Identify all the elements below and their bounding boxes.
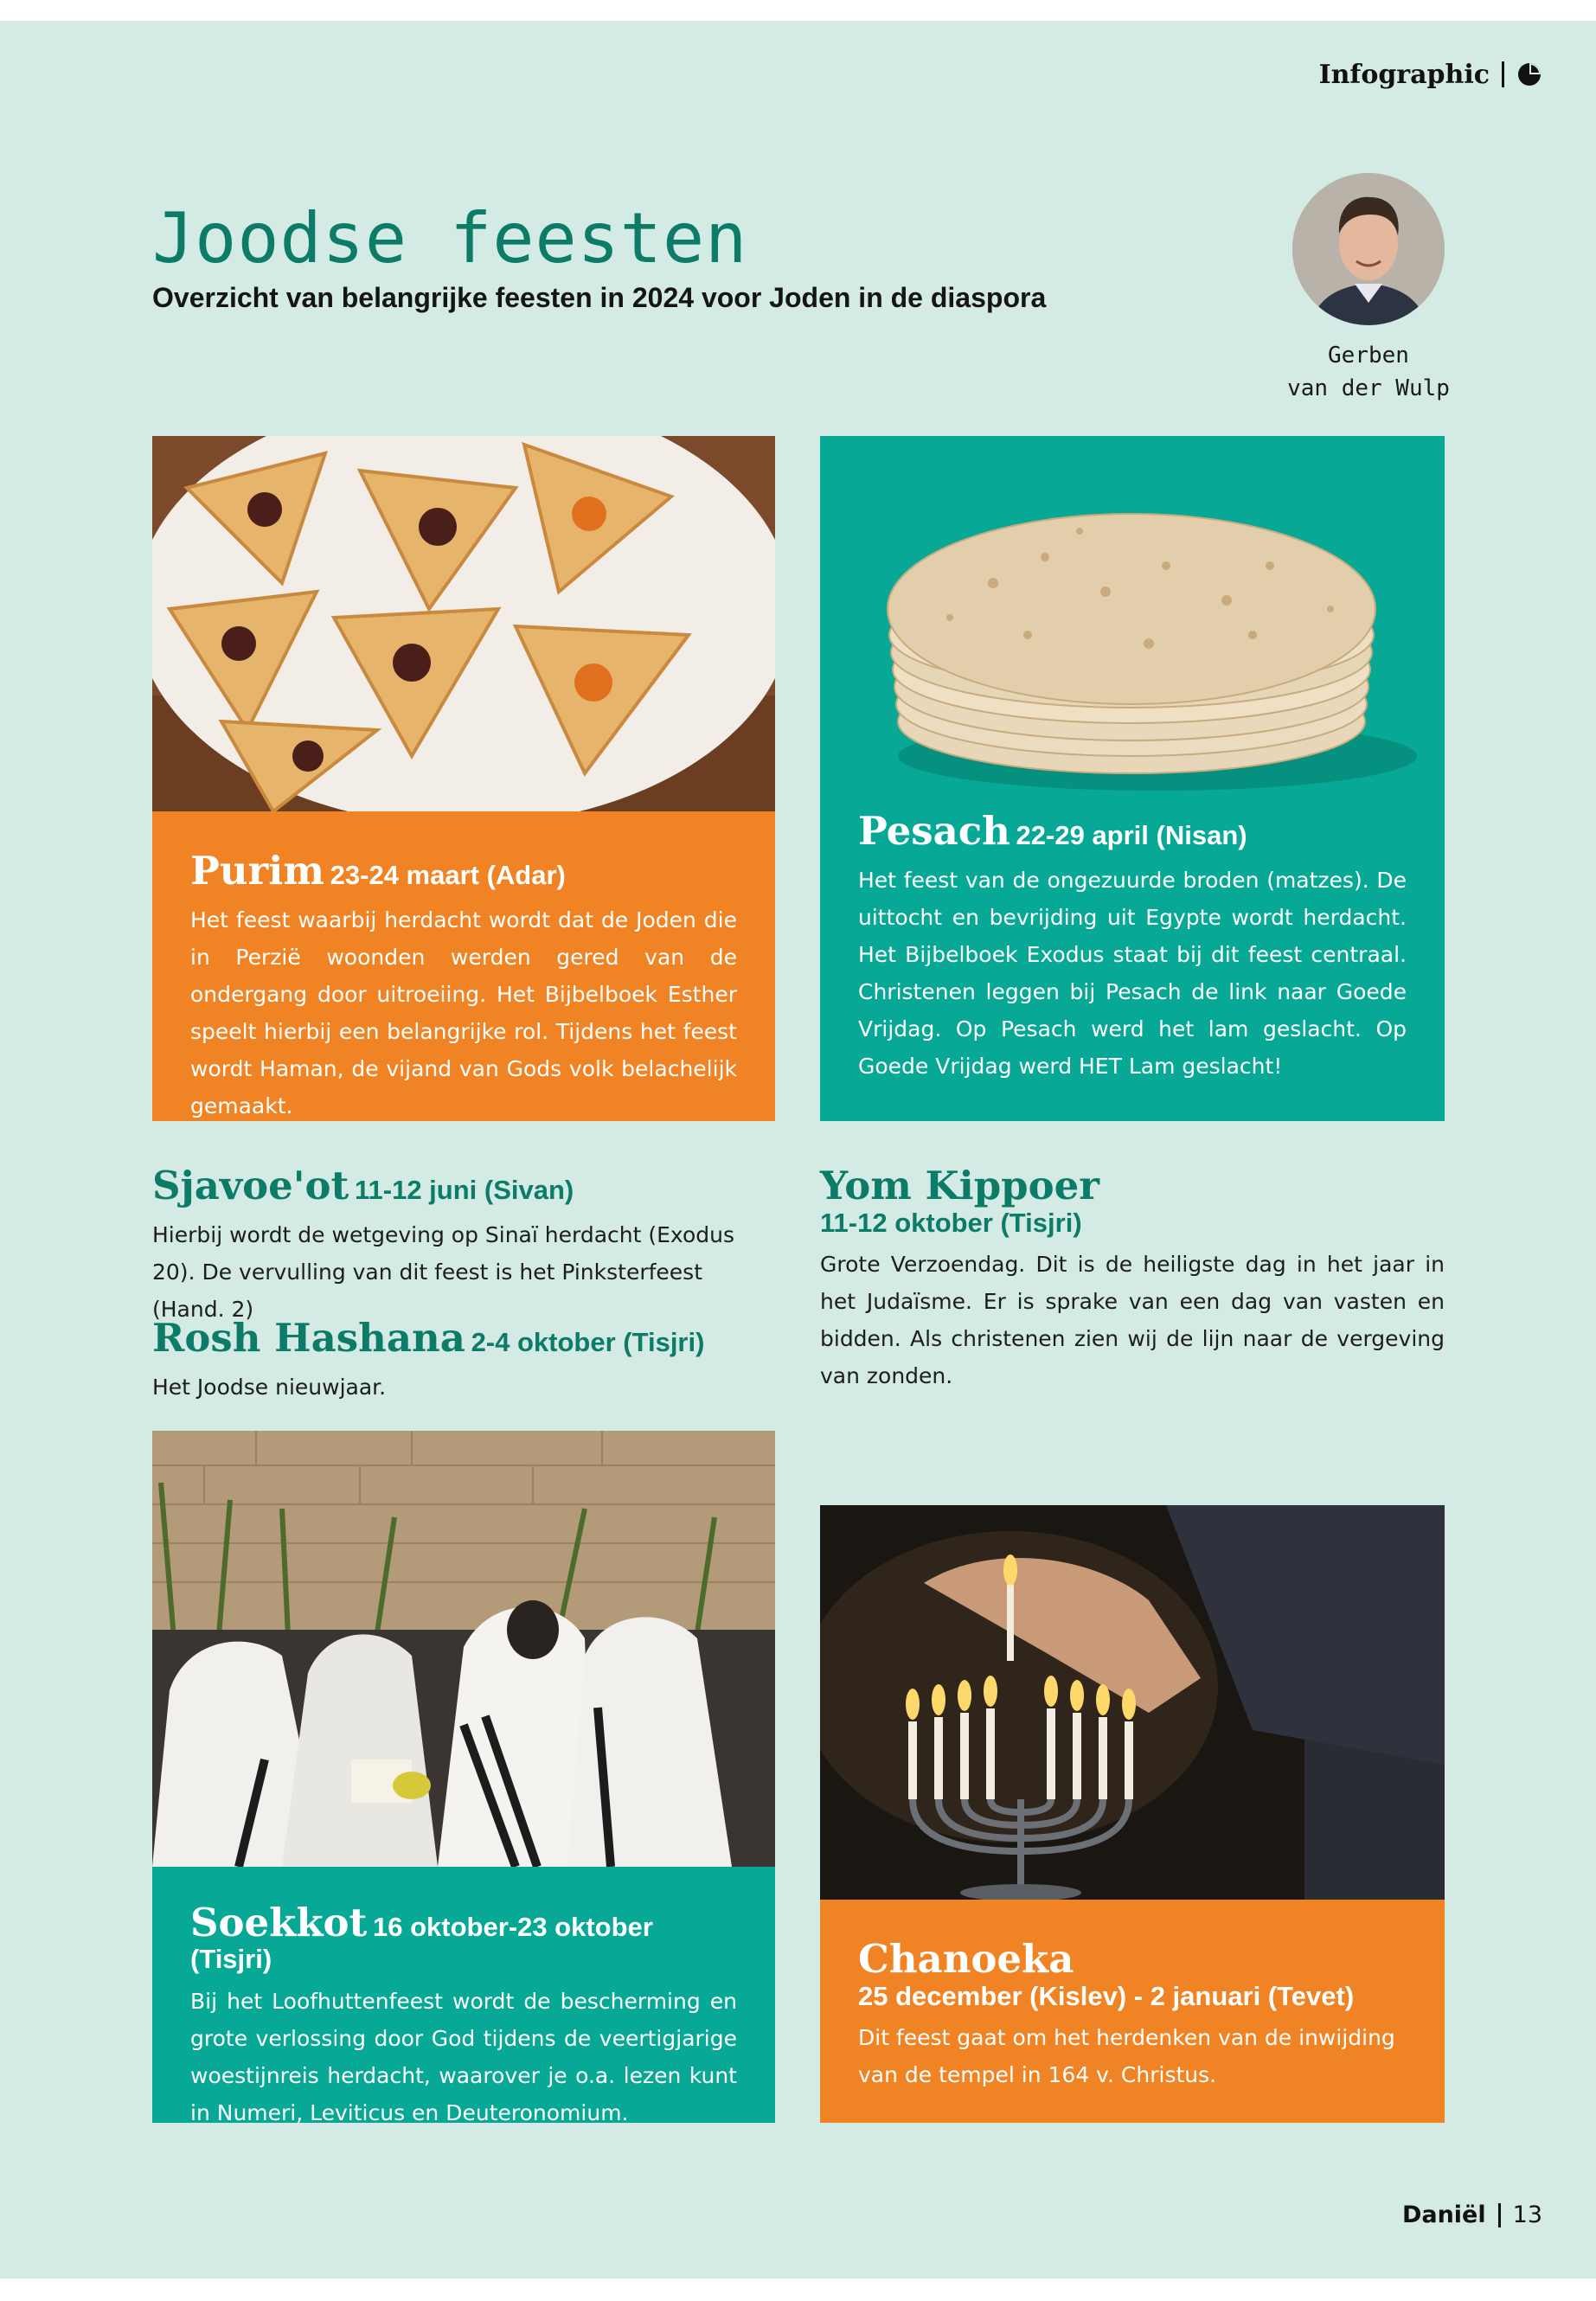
rosh-hashana-text: Het Joodse nieuwjaar. xyxy=(152,1374,387,1400)
yom-kippoer-heading xyxy=(820,1164,1445,1208)
author-name xyxy=(1263,339,1474,405)
yom-kippoer-text: Grote Verzoendag. Dit is de heiligste dag in het jaar in het Judaïsme. Er is sprake van een dag van vasten en bidden. Als christenen zien wij de lijn naar de vergeving van zonden. xyxy=(820,1251,1445,1388)
header-divider xyxy=(1502,61,1504,87)
pesach-content xyxy=(858,810,1407,1085)
purim-name: Purim xyxy=(190,848,324,894)
chanoeka-card xyxy=(820,1900,1445,2123)
yom-kippoer-date: 11-12 oktober (Tisjri) xyxy=(820,1207,1082,1238)
soekkot-text: Bij het Loofhuttenfeest wordt de bescherming en grote verlossing door God tijdens de veertigjarige woestijnreis herdacht, waarover je o.a. lezen kunt in Numeri, Leviticus en Deuteronomium. xyxy=(190,1988,737,2125)
purim-heading xyxy=(190,849,737,893)
sjavoeot-date: 11-12 juni (Sivan) xyxy=(354,1175,574,1205)
purim-date: 23-24 maart (Adar) xyxy=(330,860,566,890)
author-name-line2: van der Wulp xyxy=(1287,375,1450,401)
page-title: Joodse feesten xyxy=(152,198,748,279)
hamantaschen-photo xyxy=(152,436,775,811)
menorah-photo xyxy=(820,1505,1445,1900)
yom-kippoer-section xyxy=(820,1164,1445,1394)
rosh-hashana-name: Rosh Hashana xyxy=(152,1315,465,1361)
sjavoeot-name: Sjavoe'ot xyxy=(152,1163,349,1208)
sjavoeot-text: Hierbij wordt de wetgeving op Sinaï herdacht (Exodus 20). De vervulling van dit feest is het Pinksterfeest (Hand. 2) xyxy=(152,1221,734,1322)
chanoeka-text: Dit feest gaat om het herdenken van de inwijding van de tempel in 164 v. Christus. xyxy=(858,2024,1395,2087)
pesach-name: Pesach xyxy=(858,808,1010,854)
section-header xyxy=(1319,57,1542,92)
chanoeka-name: Chanoeka xyxy=(858,1936,1074,1982)
page-number: 13 xyxy=(1512,2202,1542,2228)
pie-chart-icon xyxy=(1516,61,1542,87)
author-avatar xyxy=(1292,173,1445,325)
soekkot-heading xyxy=(190,1901,737,1974)
footer-divider xyxy=(1498,2203,1501,2227)
purim-card xyxy=(152,811,775,1121)
page-subtitle: Overzicht van belangrijke feesten in 2024 voor Joden in de diaspora xyxy=(152,282,1047,313)
matzah-photo xyxy=(820,436,1445,799)
purim-text: Het feest waarbij herdacht wordt dat de Joden die in Perzië woonden werden gered van de ondergang door uitroeiing. Het Bijbelboek Esther speelt hierbij een belangrijke rol. Tijdens het feest wordt Haman, de vijand van Gods volk belachelijk gemaakt. xyxy=(190,907,737,1118)
yom-kippoer-name: Yom Kippoer xyxy=(820,1163,1099,1208)
soekkot-name: Soekkot xyxy=(190,1900,368,1945)
soekkot-prayer-photo xyxy=(152,1431,775,1867)
magazine-name: Daniël xyxy=(1401,2202,1486,2228)
section-label: Infographic xyxy=(1318,59,1490,90)
author-name-line1: Gerben xyxy=(1328,343,1409,369)
page-footer xyxy=(1402,2202,1542,2228)
rosh-hashana-heading xyxy=(152,1317,775,1360)
soekkot-card xyxy=(152,1867,775,2123)
sjavoeot-section xyxy=(152,1164,775,1328)
rosh-hashana-section xyxy=(152,1317,775,1406)
rosh-hashana-date: 2-4 oktober (Tisjri) xyxy=(471,1327,705,1357)
soekkot-date: 16 oktober-23 oktober (Tisjri) xyxy=(190,1912,653,1974)
chanoeka-date: 25 december (Kislev) - 2 januari (Tevet) xyxy=(858,1980,1355,2011)
pesach-date: 22-29 april (Nisan) xyxy=(1016,820,1247,850)
sjavoeot-heading xyxy=(152,1164,775,1208)
pesach-heading xyxy=(858,810,1407,853)
pesach-card xyxy=(820,436,1445,1121)
chanoeka-heading xyxy=(858,1938,1407,1981)
pesach-text: Het feest van de ongezuurde broden (matzes). De uittocht en bevrijding uit Egypte wordt herdacht. Het Bijbelboek Exodus staat bij dit feest centraal. Christenen leggen bij Pesach de link naar Goede Vrijdag. Op Pesach werd het lam geslacht. Op Goede Vrijdag werd HET Lam geslacht! xyxy=(858,867,1407,1079)
